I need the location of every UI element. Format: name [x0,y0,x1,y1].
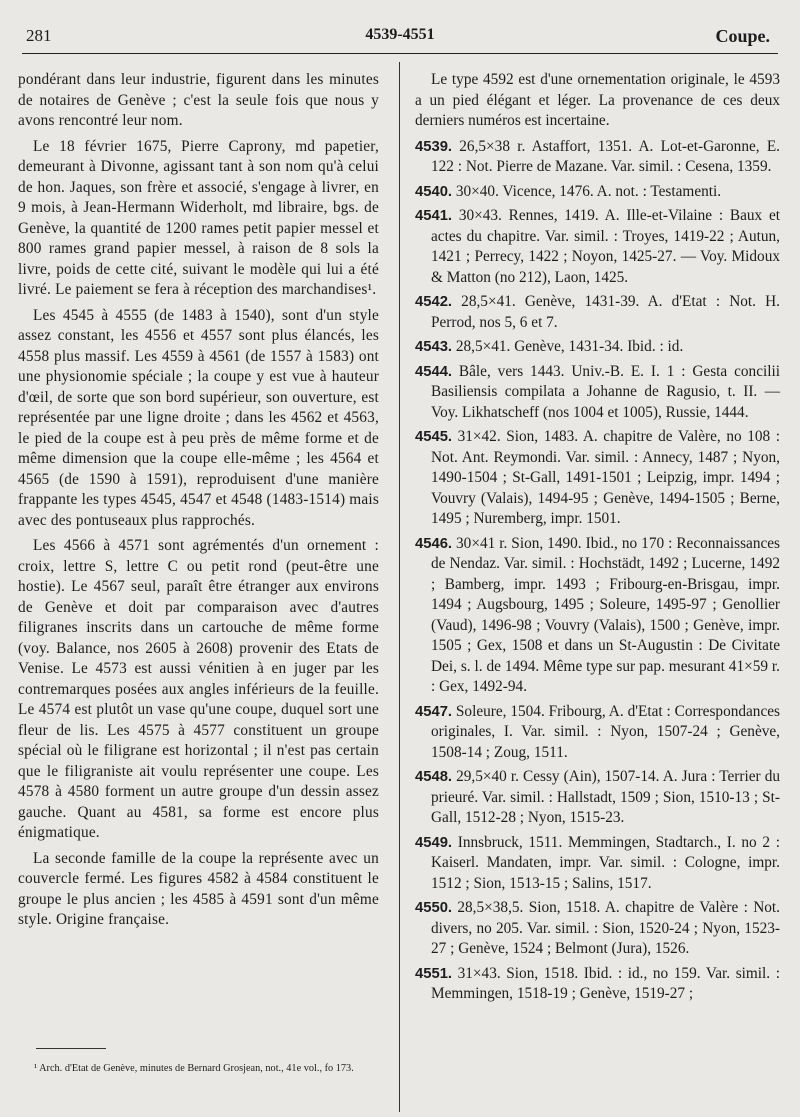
catalogue-entry: 4547. Soleure, 1504. Fribourg, A. d'Etat : Correspondances originales, I. Var. simil. : Nyon, 1507-24 ; Genève, 1508-14 ; Zoug, 1511. [415,702,780,761]
catalogue-entry: 4542. 28,5×41. Genève, 1431-39. A. d'Etat : Not. H. Perrod, nos 5, 6 et 7. [415,293,780,331]
catalogue-entry: 4544. Bâle, vers 1443. Univ.-B. E. I. 1 : Gesta concilii Basiliensis compilata a Johanne de Ragusio, t. II. — Voy. Likhatscheff (nos 1004 et 1005), Russie, 1444. [415,362,780,421]
footnote-rule [36,1048,106,1049]
catalogue-entry: 4540. 30×40. Vicence, 1476. A. not. : Testamenti. [415,182,722,200]
catalogue-entry: 4549. Innsbruck, 1511. Memmingen, Stadtarch., I. no 2 : Kaiserl. Mandaten, impr. Var. simil. : Cologne, impr. 1512 ; Sion, 1513-15 ; Salins, 1517. [415,833,780,892]
entry-number: 4551. [415,965,453,982]
entry-number: 4543. [415,339,453,355]
column-separator [399,62,400,1112]
left-column [18,70,379,936]
entry-number: 4549. [415,834,453,851]
entry-number: 4541. [415,208,453,224]
catalogue-entries [415,137,780,1005]
intro-paragraph: Le type 4592 est d'une ornementation originale, le 4593 a un pied élégant et léger. La provenance de ces deux derniers numéros est incertaine. [415,71,780,129]
catalogue-entry: 4543. 28,5×41. Genève, 1431-34. Ibid. : id. [415,338,684,355]
entry-number: 4545. [415,429,453,445]
paragraph: pondérant dans leur industrie, figurent dans les minutes de notaires de Genève ; c'est la seule fois que nous y avons rencontré leur nom. [18,71,379,129]
catalogue-entry: 4546. 30×41 r. Sion, 1490. Ibid., no 170 : Reconnaissances de Nendaz. Var. simil. : Hochstädt, 1492 ; Lucerne, 1492 ; Bamberg, impr. 1493 ; Fribourg-en-Brisgau, impr. 1494 ; Augsbourg, 1495 ; Soleure, 1495-97 ; Genollier (Vaud), 1496-98 ; Vouvry (Valais), 1500 ; Genève, impr. 1505 ; Gex, 1508 et dans un St-Augustin : De Civitate Dei, s. l. de 1494. Même type sur pap. mesurant 41×59 r. : Gex, 1492-94. [415,534,780,695]
footnote: ¹ Arch. d'Etat de Genève, minutes de Bernard Grosjean, not., 41e vol., fo 173. [34,1063,354,1074]
catalogue-entry: 4541. 30×43. Rennes, 1419. A. Ille-et-Vilaine : Baux et actes du chapitre. Var. simil. : Troyes, 1419-22 ; Autun, 1421 ; Perrecy, 1422 ; Noyon, 1425-27. — Voy. Midoux & Matton (no 212), Laon, 1425. [415,207,780,286]
entry-range: 4539-4551 [365,26,435,43]
paragraph: Les 4566 à 4571 sont agrémentés d'un ornement : croix, lettre S, lettre C ou petit rond (peut-être une hostie). Le 4567 seul, paraît être étranger aux environs de Genève et doit par comparaison avec d'autres filigranes inscrits dans un cartouche de même forme (voy. Balance, nos 2605 à 2608) provenir des Etats de Venise. Le 4573 est aussi vénitien à en juger par les contremarques posées aux angles inférieurs de la feuille. Le 4574 est plutôt un vase qu'une coupe, duquel sort une fleur de lis. Les 4575 à 4577 constituent un groupe spécial où le filigrane est horizontal ; il n'est pas certain que le filigraniste ait voulu représenter une coupe. Les 4578 à 4580 forment un autre groupe d'un dessin assez gauche. Quant au 4581, sa forme est encore plus énigmatique. [18,537,379,841]
paragraph: Les 4545 à 4555 (de 1483 à 1540), sont d'un style assez constant, les 4556 et 4557 sont plus élancés, les 4558 plus massif. Les 4559 à 4561 (de 1557 à 1583) ont une physionomie spéciale ; la coupe y est vue à hauteur d'œil, de sorte que son bord supérieur, son ouverture, est représentée par une ligne droite ; dans les 4562 et 4563, le pied de la coupe est à peu près de même forme et de même dimension que la coupe elle-même ; les 4564 et 4565 (de 1590 à 1591), reproduisent d'une manière frappante les types 4545, 4547 et 4548 (1483-1514) mais avec des pontuseaux plus rapprochés. [18,306,379,529]
right-column [415,70,780,1009]
page-number: 281 [26,26,52,45]
entry-number: 4544. [415,363,453,380]
catalogue-entry: 4545. 31×42. Sion, 1483. A. chapitre de Valère, no 108 : Not. Ant. Reymondi. Var. simil. : Annecy, 1487 ; Nyon, 1490-1504 ; St-Gall, 1491-1501 ; Leipzig, impr. 1494 ; Vouvry (Valais), 1494-95 ; Genève, 1494-1505 ; Berne, 1495 ; Nuremberg, impr. 1501. [415,428,780,527]
paragraph: Le 18 février 1675, Pierre Caprony, md papetier, demeurant à Divonne, agissant tant à son nom qu'à celui de hon. Jaques, son frère et associé, s'engage à livrer, en 9 mois, à Jean-Hermann Widerholt, md libraire, bgs. de Genève, la quantité de 1200 rames petit papier messel et 800 rames grand papier messel, à raison de 8 sols la livre, poids de cette cité, suivant le modèle qui lui a été livré. Le paiement se fera à réception des marchandises¹. [18,137,379,298]
entry-number: 4540. [415,183,453,200]
entry-number: 4550. [415,900,453,916]
catalogue-entry: 4548. 29,5×40 r. Cessy (Ain), 1507-14. A. Jura : Terrier du prieuré. Var. simil. : Hallstadt, 1509 ; Sion, 1510-13 ; St-Gall, 1512-28 ; Nyon, 1515-23. [415,768,780,826]
paragraph: La seconde famille de la coupe la représente avec un couvercle fermé. Les figures 4582 à 4584 constituent le groupe le plus ancien ; les 4585 à 4591 sont d'un même style. Origine française. [18,849,379,928]
catalogue-entry: 4539. 26,5×38 r. Astaffort, 1351. A. Lot-et-Garonne, E. 122 : Not. Pierre de Mazane. Var. simil. : Cesena, 1359. [415,137,780,175]
entry-number: 4548. [415,769,453,785]
catalogue-entry: 4551. 31×43. Sion, 1518. Ibid. : id., no 159. Var. simil. : Memmingen, 1518-19 ; Genève, 1519-27 ; [415,964,780,1002]
entry-number: 4539. [415,138,453,155]
running-title: Coupe. [715,26,770,46]
catalogue-entry: 4550. 28,5×38,5. Sion, 1518. A. chapitre de Valère : Not. divers, no 205. Var. simil. : Sion, 1520-24 ; Nyon, 1523-27 ; Genève, 1524 ; Belmont (Jura), 1526. [415,899,780,957]
header-rule [22,53,778,54]
entry-number: 4546. [415,535,453,552]
entry-number: 4542. [415,294,453,310]
page-header [0,0,800,50]
entry-number: 4547. [415,703,453,720]
